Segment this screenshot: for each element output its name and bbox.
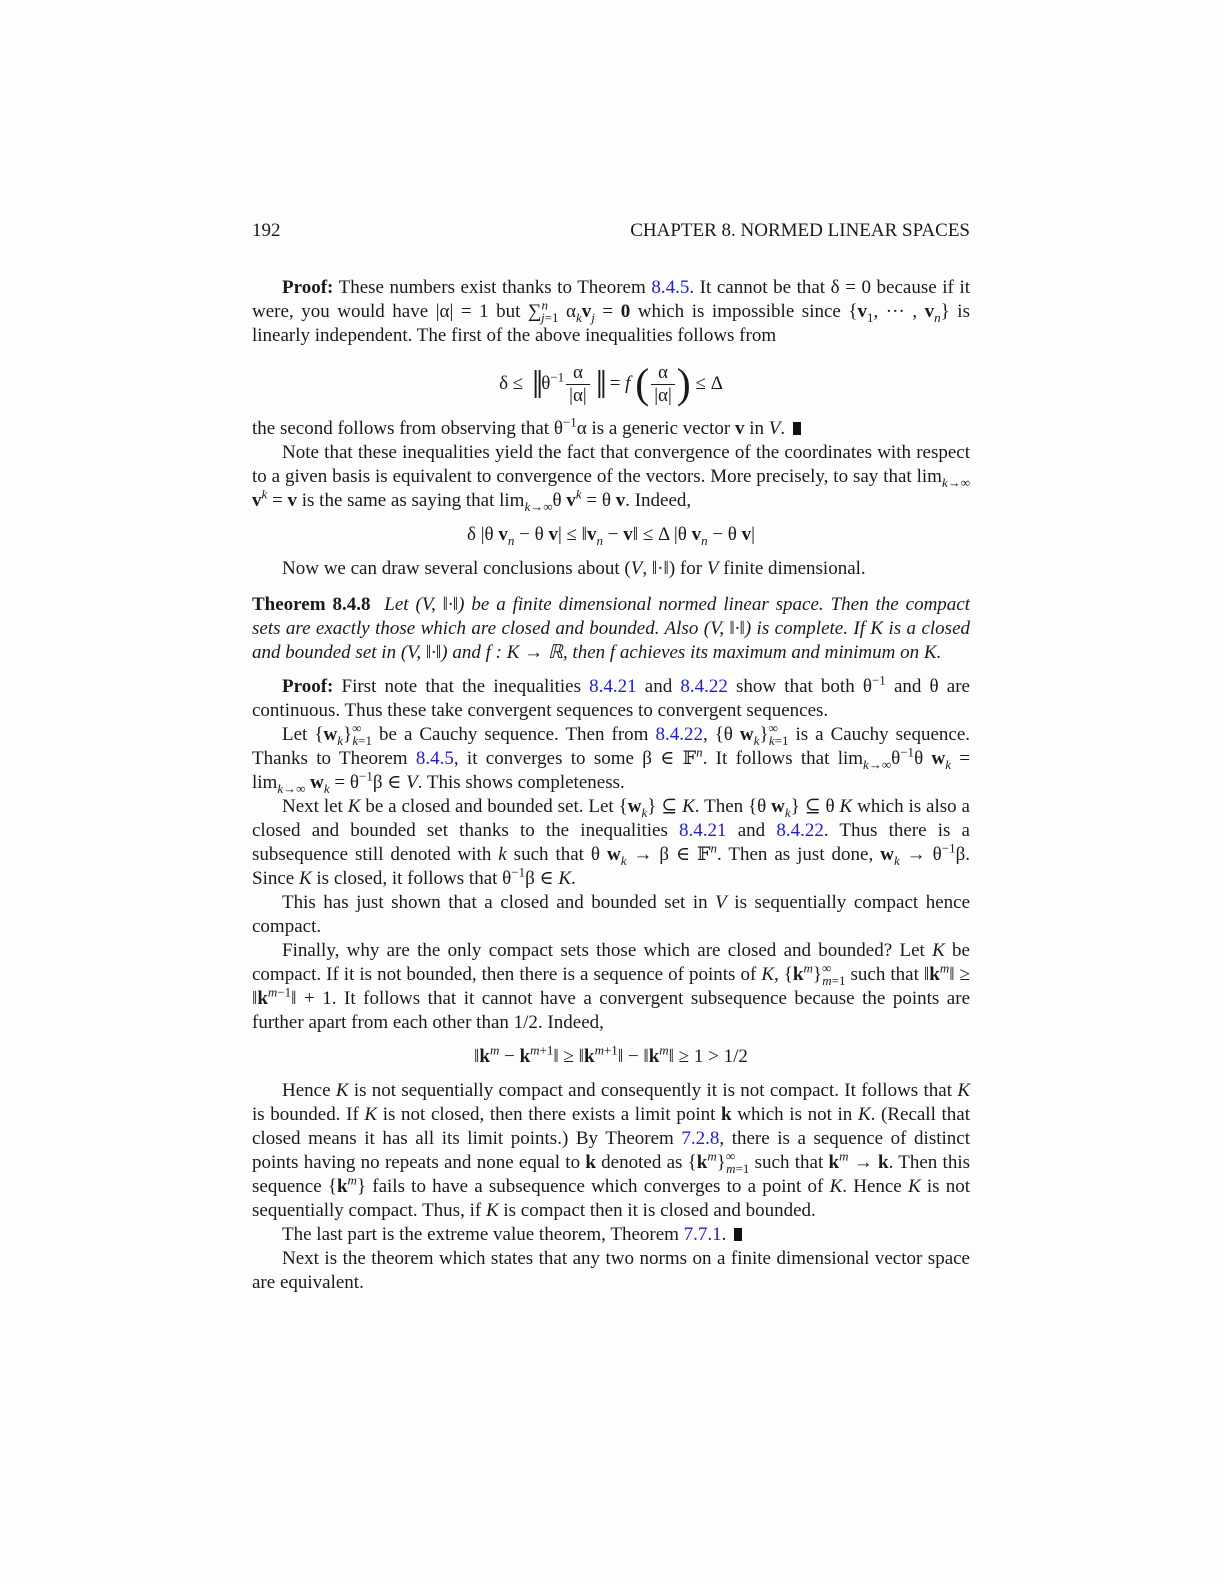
display-equation: $‖k^m$ − $k^{m+1}‖$ ≥ $‖k^{m+1}‖$ − $‖k^m‖ \ge 1 > 1/2$ bbox=[474, 1042, 748, 1067]
theorem-label: Theorem 8.4.8 bbox=[252, 594, 371, 615]
paragraph: Proof: First note that the inequalities 8.4.21 and 8.4.22 show that both $\theta^{-1}$ and θ are continuous. Thus these take convergent sequences to convergent sequences. bbox=[252, 672, 970, 721]
paragraph: This has just shown that a closed and bounded set in V is sequentially compact hence compact. bbox=[252, 892, 970, 937]
link-8-4-22[interactable]: 8.4.22 bbox=[776, 820, 824, 841]
link-theorem-7-7-1[interactable]: 7.7.1 bbox=[683, 1224, 722, 1245]
chapter-title: CHAPTER 8. NORMED LINEAR SPACES bbox=[630, 220, 970, 241]
qed-mark bbox=[734, 1228, 742, 1241]
paragraph: Proof: These numbers exist thanks to Theorem 8.4.5. It cannot be that δ = 0 because if it were, you would have |α| = 1 but ∑$^n_{j=1}$ $\alpha_kv_j = 0$ which is impossible since {$v_1$, ··· , $v_n$} is linearly independent. The first of the above inequalities follows from bbox=[252, 277, 970, 346]
display-equation: δ |θ $v_n - \theta$ $v| \le ‖v_n$ − v‖ ≤ Δ |θ $v_n - \theta$ v| bbox=[467, 524, 755, 548]
link-8-4-21[interactable]: 8.4.21 bbox=[679, 820, 727, 841]
theorem-statement: Theorem 8.4.8 Let (V, ‖·‖) be a finite dimensional normed linear space. Then the compact sets are exactly those which are closed and bounded. Also (V, ‖·‖) is complete. If K is a closed and bounded set in (V, ‖·‖) and f : K → ℝ, then f achieves its maximum and minimum on K. bbox=[252, 594, 971, 663]
link-8-4-22[interactable]: 8.4.22 bbox=[680, 676, 728, 697]
link-theorem-8-4-5[interactable]: 8.4.5 bbox=[415, 748, 454, 769]
link-theorem-7-2-8[interactable]: 7.2.8 bbox=[681, 1128, 720, 1149]
link-8-4-21[interactable]: 8.4.21 bbox=[589, 676, 637, 697]
running-header bbox=[252, 220, 970, 246]
paragraph: Hence K is not sequentially compact and consequently it is not compact. It follows that K is bounded. If K is not closed, then there exists a limit point k which is not in K. (Recall that closed means it has all its limit points.) By Theorem 7.2.8, there is a sequence of distinct points having no repeats and none equal to k denoted as $\{k^m\}^\infty_{m=1}$ such that $k^m \to k$. Then this sequence $\{k^m\}$ fails to have a subsequence which converges to a point of K. Hence K is not sequentially compact. Thus, if K is compact then it is closed and bounded. bbox=[252, 1080, 971, 1221]
paragraph: the second follows from observing that $\theta^{-1}\alpha$ is a generic vector v in V. bbox=[252, 417, 970, 441]
paragraph: The last part is the extreme value theorem, Theorem 7.7.1. bbox=[252, 1223, 970, 1247]
display-equation: δ ≤ ‖ $\theta^{-1}$ $\frac{\alpha}{|\alpha|}$ ‖ = f ( $\frac{\alpha}{|\alpha|}$ ) ≤ Δ bbox=[499, 361, 723, 408]
paragraph: Finally, why are the only compact sets those which are closed and bounded? Let K be compact. If it is not bounded, then there is a sequence of points of K, $\{k^m\}^\infty_{m=1}$ such that $‖k^m‖$ ≥ $‖k^{m-1}‖ + 1$. It follows that it cannot have a convergent subsequence because the points are further apart from each other than 1/2. Indeed, bbox=[252, 940, 971, 1033]
link-theorem-8-4-5[interactable]: 8.4.5 bbox=[651, 277, 690, 298]
body-text bbox=[252, 276, 970, 1295]
paragraph: Next let K be a closed and bounded set. Let $\{w_k\}$ ⊆ K. Then {θ $w_k$} ⊆ θ K which is also a closed and bounded set thanks to the inequalities 8.4.21 and 8.4.22. Thus there is a subsequence still denoted with k such that θ $w_k \to \beta$ ∈ 𝔽$^n$. Then as just done, $w_k \to \theta^{-1}\beta$. Since K is closed, it follows that $\theta^{-1}\beta$ ∈ K. bbox=[252, 796, 970, 889]
page-number: 192 bbox=[252, 220, 281, 241]
paragraph: Let $\{w_k\}^\infty_{k=1}$ be a Cauchy sequence. Then from 8.4.22, {θ $w_k\}^\infty_{k=1}$ is a Cauchy sequence. Thanks to Theorem 8.4.5, it converges to some β ∈ 𝔽$^n$. It follows that $\lim_{k\to\infty}\theta^{-1}\theta$ $w_k = \lim_{k\to\infty} w_k = \theta^{-1}\beta$ ∈ V. This shows completeness. bbox=[252, 720, 971, 796]
link-8-4-22[interactable]: 8.4.22 bbox=[655, 724, 703, 745]
paragraph: Note that these inequalities yield the fact that convergence of the coordinates with respect to a given basis is equivalent to convergence of the vectors. More precisely, to say that $\lim_{k\to\infty} v^k = v$ is the same as saying that $\lim_{k\to\infty}\theta$ $v^k = \theta$ v. Indeed, bbox=[252, 442, 970, 514]
paragraph: Now we can draw several conclusions about (V, ‖·‖) for V finite dimensional. bbox=[282, 558, 866, 579]
qed-mark bbox=[793, 422, 801, 435]
paragraph: Next is the theorem which states that any two norms on a finite dimensional vector space are equivalent. bbox=[252, 1248, 970, 1293]
